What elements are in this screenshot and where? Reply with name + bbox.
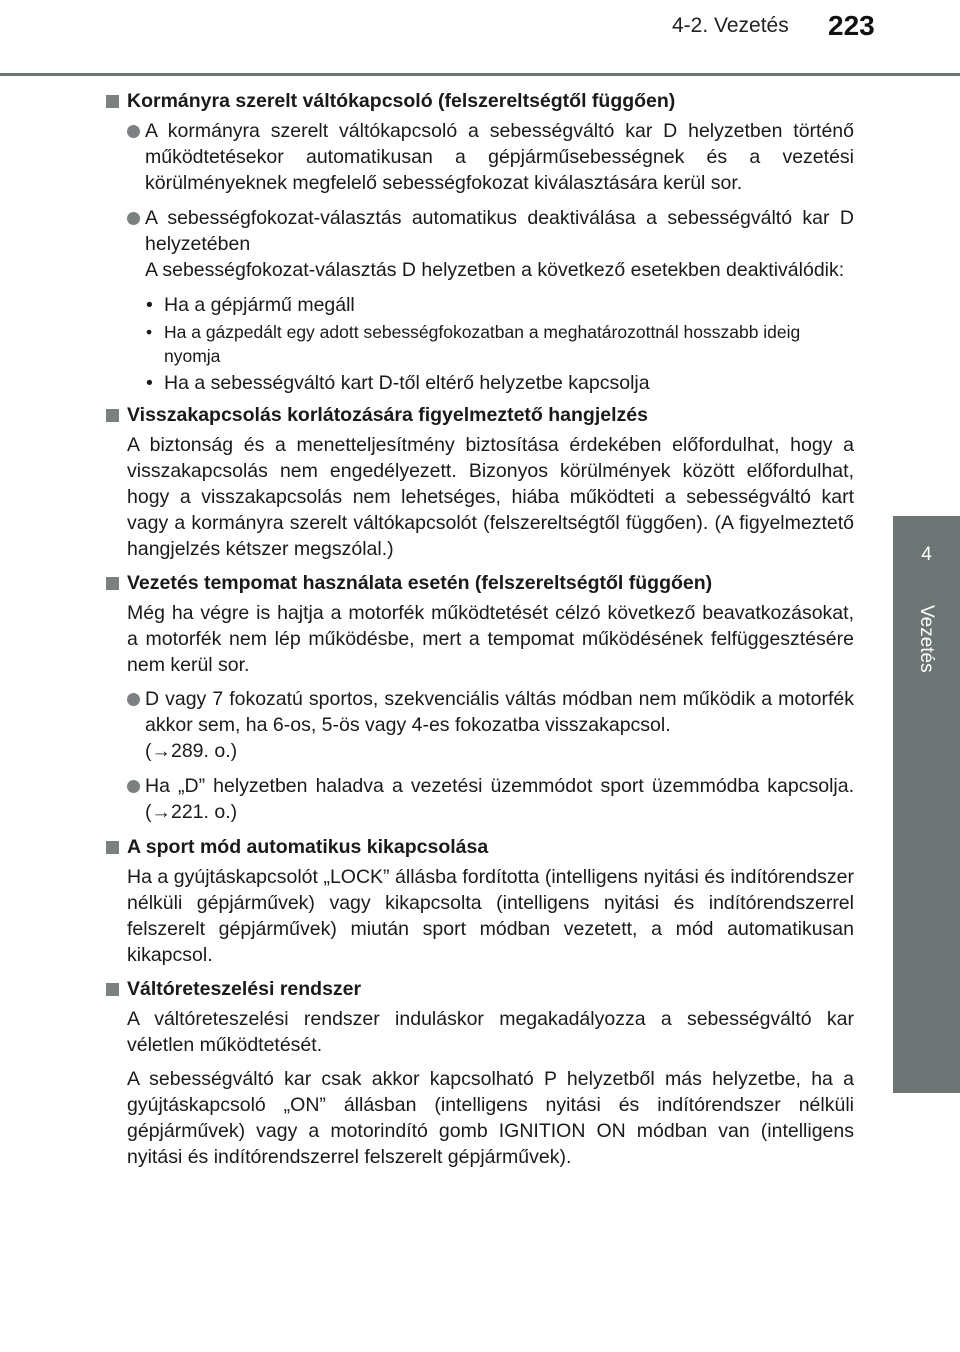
chapter-label: Vezetés [916, 605, 937, 673]
square-bullet-icon [106, 983, 119, 996]
page-content [106, 88, 854, 1178]
section-heading: Kormányra szerelt váltókapcsoló (felszereltségtől függően) [106, 88, 854, 114]
sub-list-item: • Ha a sebességváltó kart D-től eltérő helyzetbe kapcsolja [146, 372, 650, 394]
square-bullet-icon [106, 841, 119, 854]
chapter-tab [893, 516, 960, 597]
square-bullet-icon [106, 577, 119, 590]
circle-bullet-icon [127, 125, 140, 138]
section-heading: A sport mód automatikus kikapcsolása [106, 834, 854, 860]
page-header [0, 0, 960, 78]
paragraph: A váltóreteszelési rendszer induláskor megakadályozza a sebességváltó kar véletlen működtetését. [127, 1008, 854, 1056]
paragraph: A sebességváltó kar csak akkor kapcsolható P helyzetből más helyzetbe, ha a gyújtáskapcsoló „ON” állásban (intelligens nyitási és indítórendszer nélküli gépjárművek) vagy a motorindító gomb IGNITION ON módban van (intelligens nyitási és indítórendszerrel felszerelt gépjárművek). [127, 1068, 854, 1168]
chapter-label-tab [893, 597, 960, 1093]
paragraph: Ha a gyújtáskapcsolót „LOCK” állásba fordította (intelligens nyitási és indítórendszer nélküli gépjárművek) vagy kikapcsolta (intelligens nyitási és indítórendszerrel felszerelt gépjárművek) miután sport módban vezetett, a mód automatikusan kikapcsol. [127, 866, 854, 966]
circle-bullet-icon [127, 780, 140, 793]
sub-list-item: • Ha a gépjármű megáll [146, 294, 355, 316]
square-bullet-icon [106, 95, 119, 108]
bullet-item: D vagy 7 fokozatú sportos, szekvenciális váltás módban nem működik a motorfék akkor sem, ha 6-os, 5-ös vagy 4-es fokozatba visszakapcsol. (→289. o.) [106, 686, 854, 764]
header-rule [0, 73, 960, 76]
section-heading: Vezetés tempomat használata esetén (felszereltségtől függően) [106, 570, 854, 596]
square-bullet-icon [106, 409, 119, 422]
circle-bullet-icon [127, 212, 140, 225]
section-heading: Váltóreteszelési rendszer [106, 976, 854, 1002]
bullet-item: Ha „D” helyzetben haladva a vezetési üzemmódot sport üzemmódba kapcsolja. (→221. o.) [106, 773, 854, 825]
page-number: 223 [828, 10, 875, 41]
bullet-item: A sebességfokozat-választás automatikus deaktiválása a sebességváltó kar D helyzetében A sebességfokozat-választás D helyzetben a következő esetekben deaktiválódik: [106, 205, 854, 283]
chapter-number: 4 [921, 544, 932, 565]
sub-list-item: • Ha a gázpedált egy adott sebességfokozatban a meghatározottnál hosszabb ideig nyomja [146, 322, 801, 366]
circle-bullet-icon [127, 693, 140, 706]
paragraph: A biztonság és a menetteljesítmény biztosítása érdekében előfordulhat, hogy a visszakapcsolás nem engedélyezett. Bizonyos körülmények között előfordulhat, hogy a visszakapcsolás nem lehetséges, hiába működteti a sebességváltó kart vagy a kormányra szerelt váltókapcsolót (felszereltségtől függően). (A figyelmeztető hangjelzés kétszer megszólal.) [127, 434, 854, 560]
section-title: 4-2. Vezetés [672, 14, 789, 37]
bullet-item: A kormányra szerelt váltókapcsoló a sebességváltó kar D helyzetben történő működtetésekor automatikusan a gépjárműsebességnek és a vezetési körülményeknek megfelelő sebességfokozat kiválasztására kerül sor. [106, 118, 854, 196]
paragraph: Még ha végre is hajtja a motorfék működtetését célzó következő beavatkozásokat, a motorfék nem lép működésbe, mert a tempomat működésének felfüggesztésére nem kerül sor. [127, 602, 854, 676]
section-heading: Visszakapcsolás korlátozására figyelmeztető hangjelzés [106, 402, 854, 428]
